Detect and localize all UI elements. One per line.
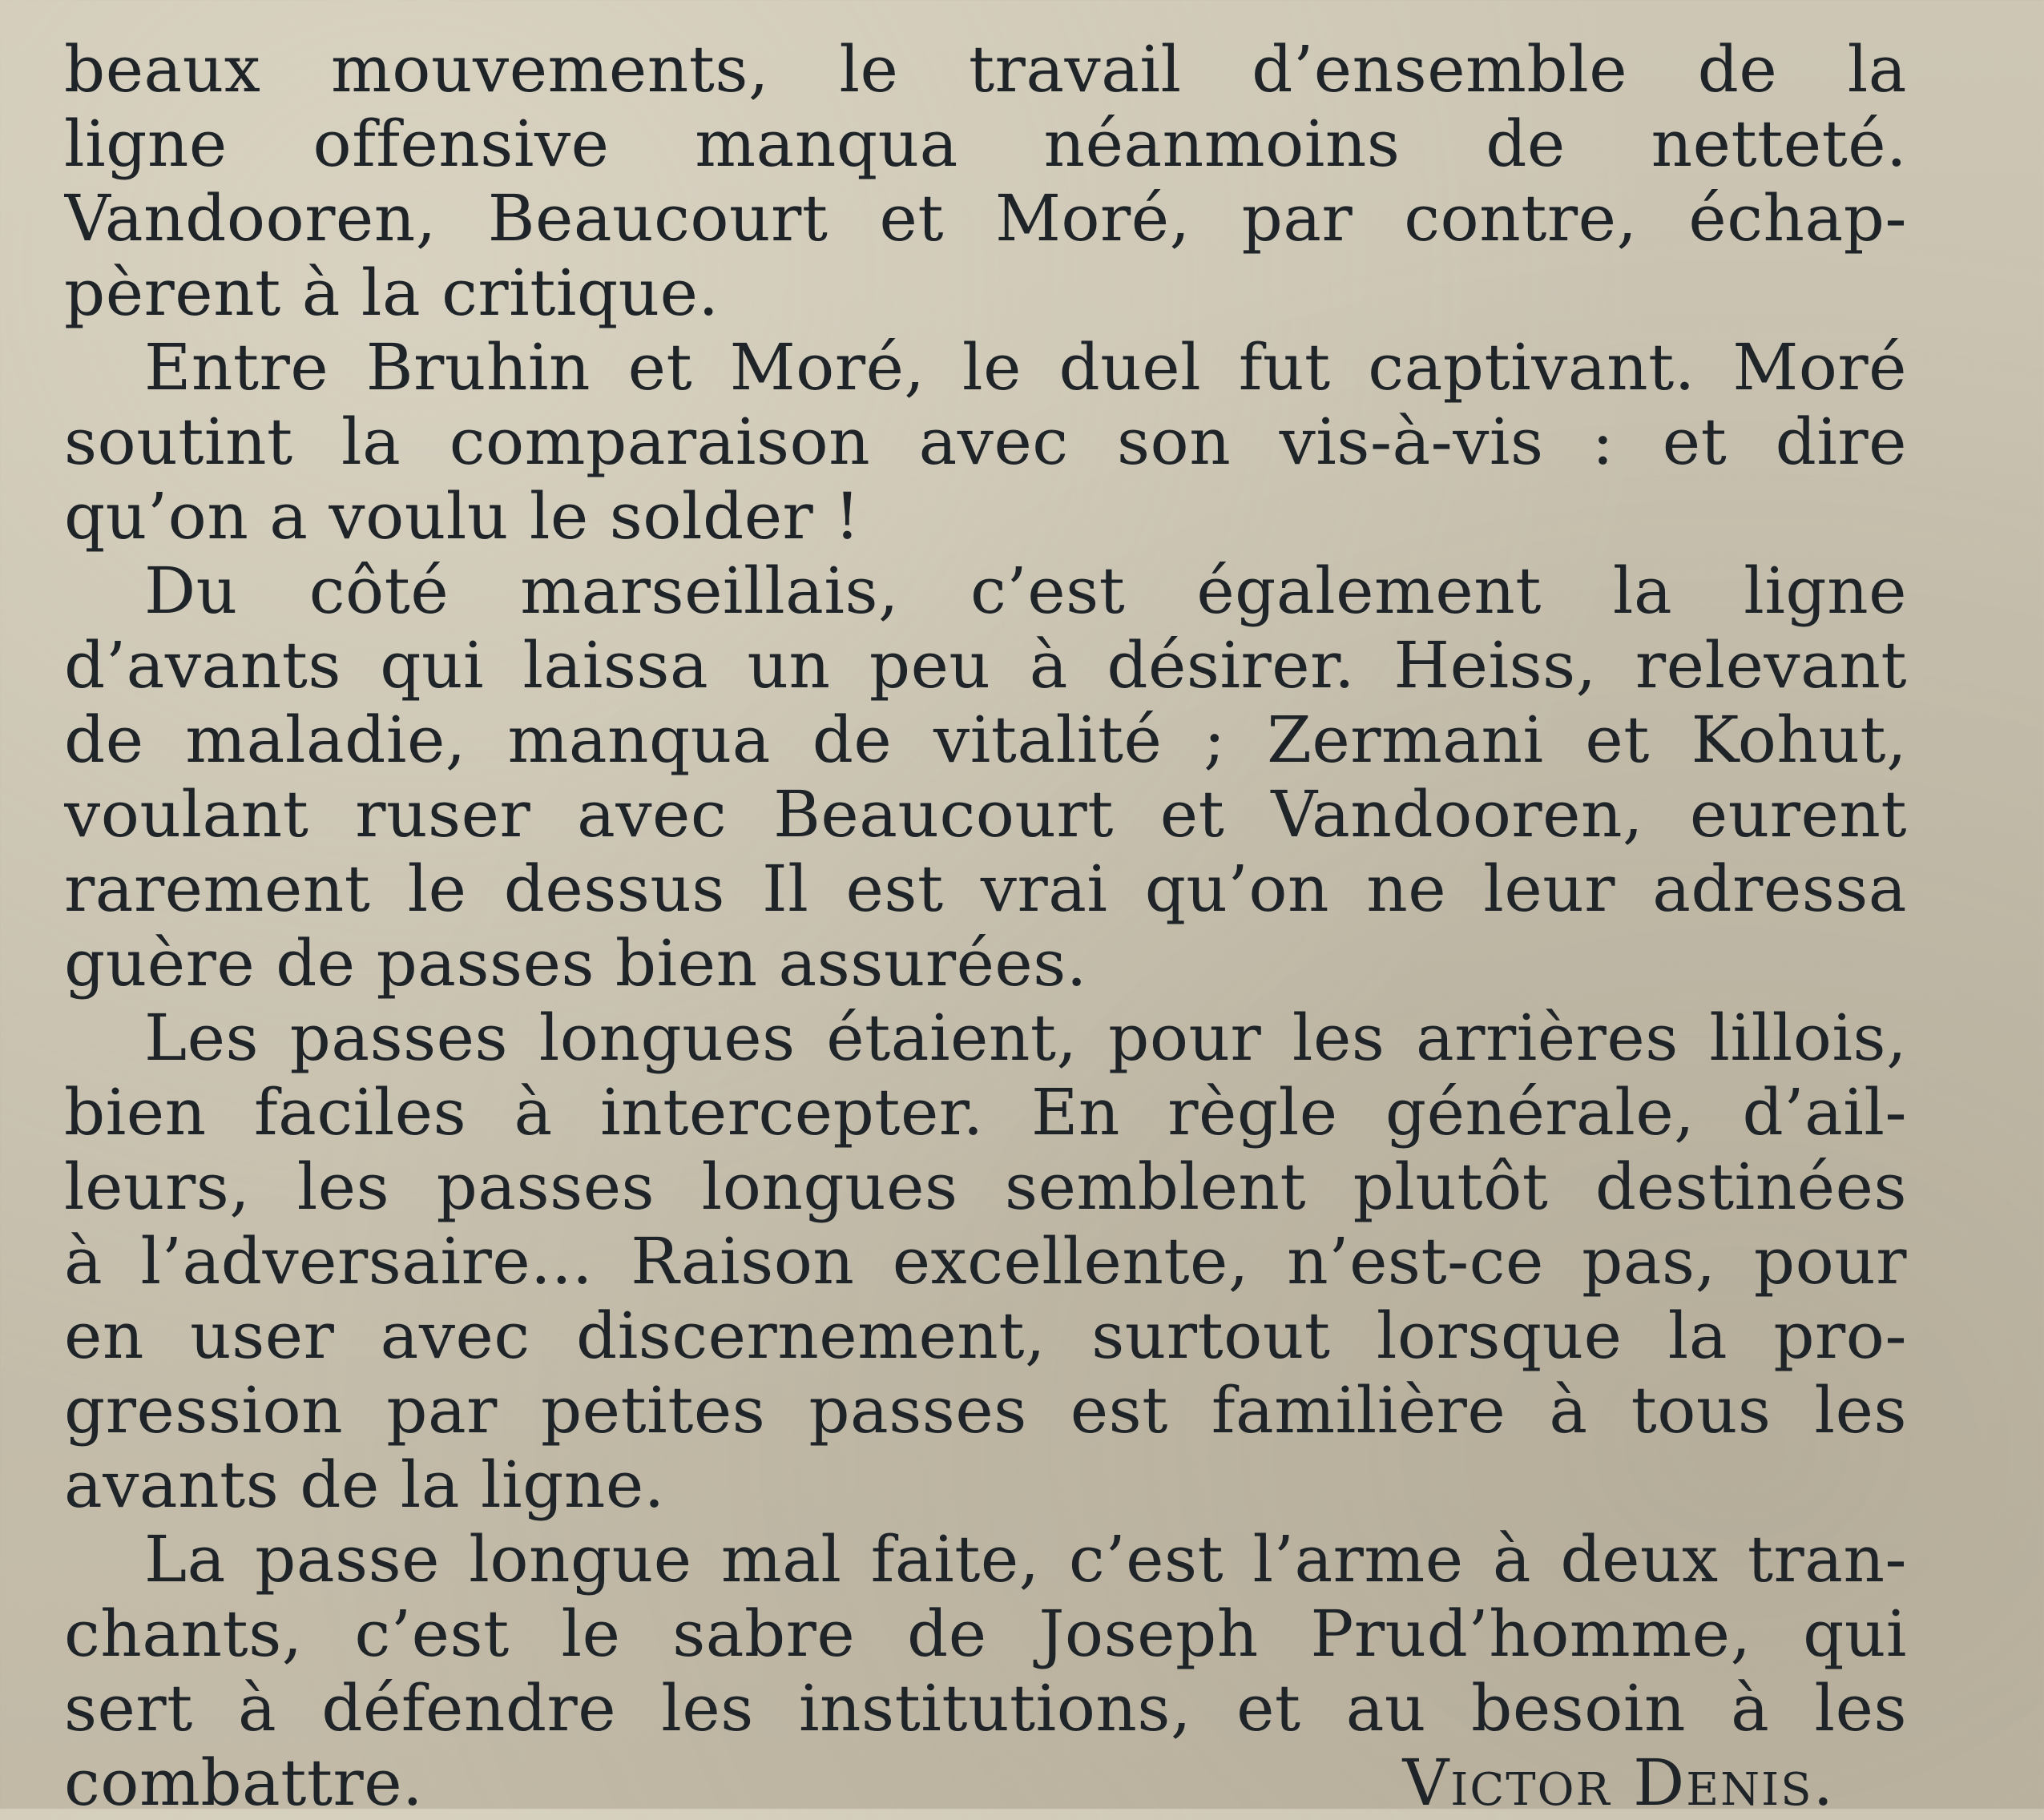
- paragraph-2: [64, 330, 1907, 554]
- text-line: en user avec discernement, surtout lorsque la pro-: [64, 1299, 1907, 1373]
- paragraph-5: [64, 1522, 1907, 1746]
- paragraph-4: [64, 1001, 1907, 1522]
- text-line: Du côté marseillais, c’est également la ligne: [144, 554, 1907, 628]
- text-line: pèrent à la critique.: [64, 256, 720, 330]
- text-line: Entre Bruhin et Moré, le duel fut captivant. Moré: [144, 330, 1907, 405]
- text-line: rarement le dessus Il est vrai qu’on ne leur adressa: [64, 852, 1907, 926]
- paragraph-1: [64, 32, 1907, 330]
- text-line: bien faciles à intercepter. En règle générale, d’ail-: [64, 1075, 1907, 1150]
- closing-row: [64, 1746, 1907, 1820]
- text-line: ligne offensive manqua néanmoins de netteté.: [64, 107, 1907, 181]
- author-signature: Victor Denis.: [1402, 1746, 1835, 1820]
- text-line: voulant ruser avec Beaucourt et Vandooren, eurent: [64, 777, 1907, 852]
- closing-line: combattre.: [64, 1746, 424, 1820]
- text-line: de maladie, manqua de vitalité ; Zermani et Kohut,: [64, 703, 1907, 777]
- text-line: avants de la ligne.: [64, 1448, 665, 1522]
- text-line: leurs, les passes longues semblent plutôt destinées: [64, 1150, 1907, 1224]
- text-line: guère de passes bien assurées.: [64, 926, 1087, 1001]
- text-line: chants, c’est le sabre de Joseph Prud’homme, qui: [64, 1597, 1907, 1671]
- text-line: d’avants qui laissa un peu à désirer. Heiss, relevant: [64, 628, 1907, 703]
- text-line: qu’on a voulu le solder !: [64, 479, 861, 554]
- text-line: gression par petites passes est familière à tous les: [64, 1373, 1907, 1448]
- article-column: [64, 32, 1907, 1820]
- text-line: à l’adversaire... Raison excellente, n’est-ce pas, pour: [64, 1224, 1907, 1299]
- paragraph-3: [64, 554, 1907, 1001]
- text-line: beaux mouvements, le travail d’ensemble de la: [64, 32, 1907, 107]
- text-line: Vandooren, Beaucourt et Moré, par contre, échap-: [64, 181, 1907, 256]
- text-line: Les passes longues étaient, pour les arrières lillois,: [144, 1001, 1907, 1075]
- text-line: sert à défendre les institutions, et au besoin à les: [64, 1671, 1907, 1746]
- text-line: La passe longue mal faite, c’est l’arme à deux tran-: [144, 1522, 1907, 1597]
- text-line: soutint la comparaison avec son vis-à-vis : et dire: [64, 405, 1907, 479]
